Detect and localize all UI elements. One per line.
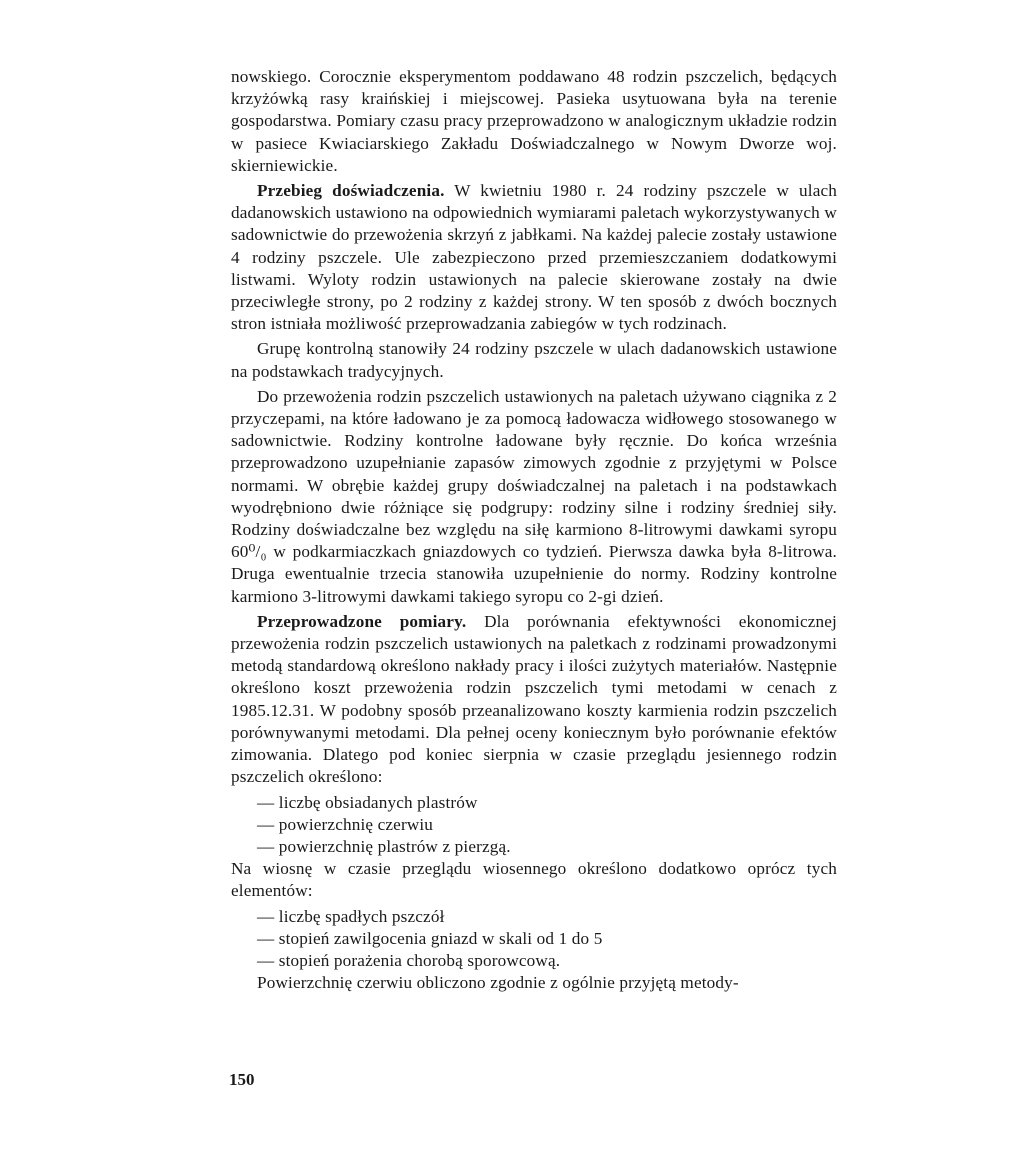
paragraph-spring: Na wiosnę w czasie przeglądu wiosennego określono dodatkowo oprócz tych elementów: xyxy=(231,859,837,901)
page-body xyxy=(231,66,837,997)
list-item: — liczbę spadłych pszczół xyxy=(257,906,445,926)
list-item: — liczbę obsiadanych plastrów xyxy=(257,792,478,812)
paragraph-text: W kwietniu 1980 r. 24 rodziny pszczele w ulach dadanowskich ustawiono na odpowiednich wymiarami paletach wykorzystywanych w sadownictwie do przewożenia skrzyń z jabłkami. Na każdej palecie zostały ustawione 4 rodziny pszczele. Ule zabezpieczono przed przemieszczaniem dodatkowymi listwami. Wyloty rodzin ustawionych na palecie skierowane zostały na dwie przeciwległe strony, po 2 rodziny z każdej strony. W ten sposób z dwóch bocznych stron istniała możliwość przeprowadzania zabiegów w tych rodzinach. xyxy=(231,181,837,334)
paragraph-control-group: Grupę kontrolną stanowiły 24 rodziny pszczele w ulach dadanowskich ustawione na podstawkach tradycyjnych. xyxy=(231,339,837,381)
autumn-measurement-list xyxy=(231,792,837,859)
paragraph-measurements xyxy=(231,611,837,789)
list-item: — stopień porażenia chorobą sporowcową. xyxy=(257,950,561,970)
section-heading-measurements: Przeprowadzone pomiary. xyxy=(257,611,467,631)
section-heading-course: Przebieg doświadczenia. xyxy=(257,181,445,201)
list-item: — stopień zawilgocenia gniazd w skali od 1 do 5 xyxy=(257,928,603,948)
paragraph-course-of-experiment xyxy=(231,180,837,335)
paragraph-transport: Do przewożenia rodzin pszczelich ustawionych na paletach używano ciągnika z 2 przyczepami, na które ładowano je za pomocą ładowacza widłowego stosowanego w sadownictwie. Rodziny kontrolne ładowane były ręcznie. Do końca września przeprowadzono uzupełnianie zapasów zimowych zgodnie z przyjętymi w Polsce normami. W obrębie każdej grupy doświadczalnej na paletach i na podstawkach wyodrębniono dwie różniące się podgrupy: rodziny silne i rodziny średniej siły. Rodziny doświadczalne bez względu na siłę karmiono 8-litrowymi dawkami syropu 60⁰/₀ w podkarmiaczkach gniazdowych co tydzień. Pierwsza dawka była 8-litrowa. Druga ewentualnie trzecia stanowiła uzupełnienie do normy. Rodziny kontrolne karmiono 3-litrowymi dawkami takiego syropu co 2-gi dzień. xyxy=(231,386,837,606)
list-item: — powierzchnię czerwiu xyxy=(257,814,434,834)
paragraph-intro: nowskiego. Corocznie eksperymentom poddawano 48 rodzin pszczelich, będących krzyżówką rasy kraińskiej i miejscowej. Pasieka usytuowana była na terenie gospodarstwa. Pomiary czasu pracy przeprowadzono w analogicznym układzie rodzin w pasiece Kwiaciarskiego Zakładu Doświadczalnego w Nowym Dworze woj. skierniewickie. xyxy=(231,67,837,175)
spring-measurement-list xyxy=(231,906,837,973)
list-item: — powierzchnię plastrów z pierzgą. xyxy=(257,836,511,856)
paragraph-brood-area: Powierzchnię czerwiu obliczono zgodnie z ogólnie przyjętą metody- xyxy=(257,973,739,993)
paragraph-text: Dla porównania efektywności ekonomicznej przewożenia rodzin pszczelich ustawionych na paletkach z rodzinami prowadzonymi metodą standardową określono nakłady pracy i ilości zużytych materiałów. Następnie określono koszt przewożenia rodzin pszczelich tymi metodami w cenach z 1985.12.31. W podobny sposób przeanalizowano koszty karmienia rodzin pszczelich porównywanymi metodami. Dla pełnej oceny koniecznym było porównanie efektów zimowania. Dlatego pod koniec sierpnia w czasie przeglądu jesiennego rodzin pszczelich określono: xyxy=(231,611,837,787)
page-number: 150 xyxy=(229,1070,255,1089)
